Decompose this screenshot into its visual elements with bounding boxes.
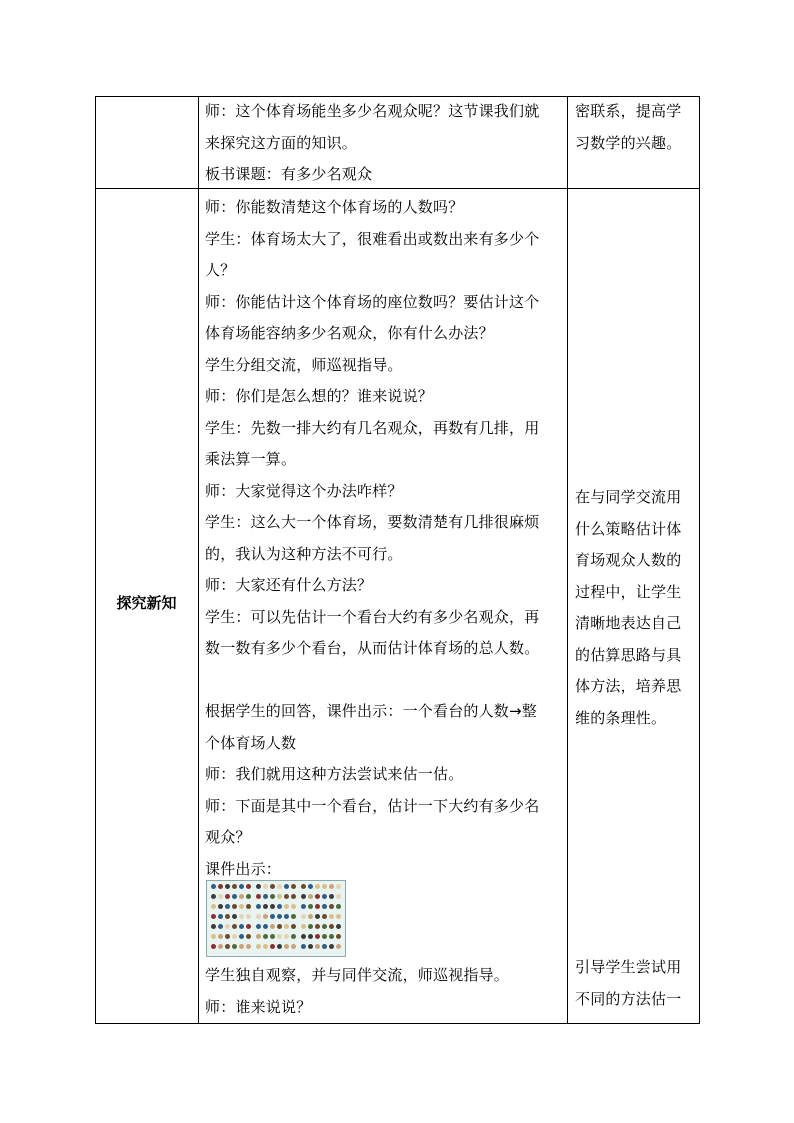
spectator-head xyxy=(256,904,261,909)
spectator-head xyxy=(315,894,320,899)
spectator-head xyxy=(308,934,313,939)
spectator-head xyxy=(256,914,261,919)
row2-process-cell xyxy=(205,192,565,885)
spectator-head xyxy=(336,884,341,889)
spectator-head xyxy=(218,904,223,909)
text-line: 引导学生尝试用 xyxy=(575,958,682,976)
spectator-head xyxy=(218,934,223,939)
spectator-head xyxy=(225,904,230,909)
spectator-head xyxy=(291,924,296,929)
spectator-head xyxy=(246,884,251,889)
spectator-head xyxy=(336,904,341,909)
spectator-head xyxy=(308,904,313,909)
spectator-head xyxy=(239,884,244,889)
spectator-head xyxy=(308,884,313,889)
text-line: 观众？ xyxy=(205,828,251,846)
spectator-head xyxy=(315,944,320,949)
spectator-head xyxy=(225,894,230,899)
text-line: 在与同学交流用 xyxy=(575,488,682,506)
spectator-head xyxy=(270,884,275,889)
text-line: 维的条理性。 xyxy=(575,708,667,727)
table-border-col2 xyxy=(567,96,568,1024)
spectator-head xyxy=(336,944,341,949)
spectator-head xyxy=(211,944,216,949)
row1-process-cell xyxy=(205,96,565,191)
spectator-head xyxy=(263,884,268,889)
spectator-head xyxy=(232,944,237,949)
spectator-head xyxy=(232,884,237,889)
spectator-head xyxy=(239,934,244,939)
text-line: 什么策略估计体 xyxy=(575,519,682,538)
spectator-head xyxy=(211,914,216,919)
text-line: 师：我们就用这种方法尝试来估一估。 xyxy=(205,765,464,783)
spectator-head xyxy=(308,894,313,899)
text-line: 乘法算一算。 xyxy=(205,450,297,468)
spectator-head xyxy=(239,894,244,899)
text-line: 清晰地表达自己 xyxy=(575,614,682,632)
spectator-head xyxy=(284,944,289,949)
text-line: 体方法，培养思 xyxy=(575,677,682,695)
spectator-head xyxy=(329,934,334,939)
spectator-head xyxy=(284,914,289,919)
spectator-head xyxy=(211,934,216,939)
spectator-head xyxy=(270,944,275,949)
text-line: 师：大家觉得这个办法咋样？ xyxy=(205,481,403,500)
spectator-head xyxy=(263,934,268,939)
text-line: 板书课题：有多少名观众 xyxy=(205,165,373,183)
text-line: 师：你能估计这个体育场的座位数吗？要估计这个 xyxy=(205,292,540,311)
spectator-head xyxy=(291,904,296,909)
spectator-head xyxy=(301,944,306,949)
crowd-stand xyxy=(255,883,298,954)
spectator-head xyxy=(263,944,268,949)
row2-intent-cell-a xyxy=(575,482,697,734)
text-line: 根据学生的回答，课件出示：一个看台的人数→整 xyxy=(205,702,537,720)
spectator-head xyxy=(322,894,327,899)
spectator-head xyxy=(239,924,244,929)
spectator-head xyxy=(291,934,296,939)
spectator-head xyxy=(270,894,275,899)
spectator-head xyxy=(284,924,289,929)
spectator-head xyxy=(218,924,223,929)
spectator-head xyxy=(315,924,320,929)
stage-label: 探究新知 xyxy=(116,594,177,612)
spectator-head xyxy=(336,924,341,929)
spectator-head xyxy=(284,904,289,909)
spectator-head xyxy=(315,904,320,909)
text-line: 师：你们是怎么想的？谁来说说？ xyxy=(205,387,434,405)
text-line: 育场观众人数的 xyxy=(575,551,682,569)
text-line: 师：大家还有什么方法？ xyxy=(205,576,373,594)
text-line: 习数学的兴趣。 xyxy=(575,133,682,152)
spectator-head xyxy=(322,884,327,889)
text-line: 师：下面是其中一个看台，估计一下大约有多少名 xyxy=(205,796,540,815)
text-line: 密联系，提高学 xyxy=(575,102,682,120)
spectator-head xyxy=(225,944,230,949)
spectator-head xyxy=(232,894,237,899)
spectator-head xyxy=(322,944,327,949)
spectator-head xyxy=(301,904,306,909)
table-border-bottom xyxy=(95,1023,700,1024)
spectator-head xyxy=(322,904,327,909)
text-line: 师：这个体育场能坐多少名观众呢？这节课我们就 xyxy=(205,102,540,120)
spectator-head xyxy=(225,884,230,889)
text-line-blank xyxy=(205,665,565,697)
table-border-right xyxy=(699,96,700,1024)
spectator-head xyxy=(329,924,334,929)
spectator-head xyxy=(232,934,237,939)
text-line: 课件出示： xyxy=(205,859,282,878)
spectator-head xyxy=(211,924,216,929)
spectator-head xyxy=(263,904,268,909)
spectator-head xyxy=(336,934,341,939)
spectator-head xyxy=(218,884,223,889)
spectator-head xyxy=(270,904,275,909)
spectator-head xyxy=(329,894,334,899)
spectator-head xyxy=(291,914,296,919)
spectator-head xyxy=(211,904,216,909)
spectator-head xyxy=(218,944,223,949)
spectator-head xyxy=(277,884,282,889)
spectator-head xyxy=(256,894,261,899)
spectator-head xyxy=(246,924,251,929)
spectator-head xyxy=(284,934,289,939)
spectator-head xyxy=(308,914,313,919)
spectator-head xyxy=(315,914,320,919)
spectator-head xyxy=(301,924,306,929)
spectator-head xyxy=(263,894,268,899)
spectator-head xyxy=(246,904,251,909)
spectator-head xyxy=(239,944,244,949)
text-line: 学生独自观察，并与同伴交流，师巡视指导。 xyxy=(205,966,510,984)
text-line: 来探究这方面的知识。 xyxy=(205,133,358,152)
spectator-head xyxy=(270,924,275,929)
spectator-head xyxy=(301,884,306,889)
text-line: 学生：先数一排大约有几名观众，再数有几排，用 xyxy=(205,418,540,437)
spectator-head xyxy=(211,884,216,889)
spectator-head xyxy=(232,914,237,919)
spectator-head xyxy=(284,894,289,899)
spectator-head xyxy=(270,934,275,939)
spectator-head xyxy=(284,884,289,889)
spectator-head xyxy=(336,914,341,919)
spectator-head xyxy=(277,914,282,919)
spectator-head xyxy=(232,924,237,929)
spectator-head xyxy=(256,924,261,929)
spectator-head xyxy=(239,904,244,909)
text-line: 的估算思路与具 xyxy=(575,645,682,664)
spectator-head xyxy=(315,934,320,939)
spectator-head xyxy=(329,944,334,949)
text-line: 学生：这么大一个体育场，要数清楚有几排很麻烦 xyxy=(205,513,540,531)
text-line: 学生分组交流，师巡视指导。 xyxy=(205,355,403,374)
spectator-head xyxy=(211,894,216,899)
spectator-head xyxy=(246,914,251,919)
text-line: 体育场能容纳多少名观众，你有什么办法？ xyxy=(205,324,494,342)
spectator-head xyxy=(308,924,313,929)
spectator-head xyxy=(218,914,223,919)
text-line: 不同的方法估一 xyxy=(575,989,682,1008)
spectator-head xyxy=(263,914,268,919)
text-line: 数一数有多少个看台，从而估计体育场的总人数。 xyxy=(205,639,540,657)
spectator-head xyxy=(322,914,327,919)
text-line: 学生：可以先估计一个看台大约有多少名观众，再 xyxy=(205,607,540,626)
spectator-head xyxy=(336,894,341,899)
table-border-left xyxy=(95,96,96,1024)
spectator-head xyxy=(277,924,282,929)
crowd-stand xyxy=(210,883,253,954)
text-line: 学生：体育场太大了，很难看出或数出来有多少个 xyxy=(205,229,540,248)
row2-process-cell-continued xyxy=(205,960,565,1023)
spectator-head xyxy=(232,904,237,909)
spectator-head xyxy=(329,884,334,889)
text-line: 的，我认为这种方法不可行。 xyxy=(205,544,403,563)
spectator-head xyxy=(301,914,306,919)
spectator-head xyxy=(277,934,282,939)
spectator-head xyxy=(246,944,251,949)
lesson-plan-table xyxy=(95,96,700,1024)
spectator-head xyxy=(256,934,261,939)
row1-intent-cell xyxy=(575,96,697,159)
spectator-head xyxy=(218,894,223,899)
text-line: 人？ xyxy=(205,261,236,279)
spectator-head xyxy=(308,944,313,949)
spectator-head xyxy=(225,934,230,939)
text-line: 师：你能数清楚这个体育场的人数吗？ xyxy=(205,198,464,216)
spectator-head xyxy=(291,944,296,949)
spectator-head xyxy=(239,914,244,919)
row2-intent-cell-b xyxy=(575,952,697,1015)
spectator-head xyxy=(291,884,296,889)
text-line: 师：谁来说说？ xyxy=(205,997,312,1016)
table-border-col1 xyxy=(198,96,199,1024)
spectator-head xyxy=(225,914,230,919)
spectator-head xyxy=(277,944,282,949)
spectator-head xyxy=(256,884,261,889)
spectator-head xyxy=(322,934,327,939)
spectator-head xyxy=(301,934,306,939)
spectator-head xyxy=(256,944,261,949)
spectator-head xyxy=(277,894,282,899)
spectator-head xyxy=(277,904,282,909)
spectator-head xyxy=(322,924,327,929)
spectator-head xyxy=(315,884,320,889)
spectator-head xyxy=(301,894,306,899)
spectator-head xyxy=(329,914,334,919)
spectator-head xyxy=(329,904,334,909)
crowd-stand xyxy=(300,883,343,954)
spectator-head xyxy=(246,894,251,899)
spectator-head xyxy=(291,894,296,899)
text-line: 过程中，让学生 xyxy=(575,582,682,601)
spectator-head xyxy=(225,924,230,929)
spectator-head xyxy=(270,914,275,919)
stadium-crowd-picture xyxy=(206,880,346,957)
spectator-head xyxy=(246,934,251,939)
text-line: 个体育场人数 xyxy=(205,733,297,752)
spectator-head xyxy=(263,924,268,929)
